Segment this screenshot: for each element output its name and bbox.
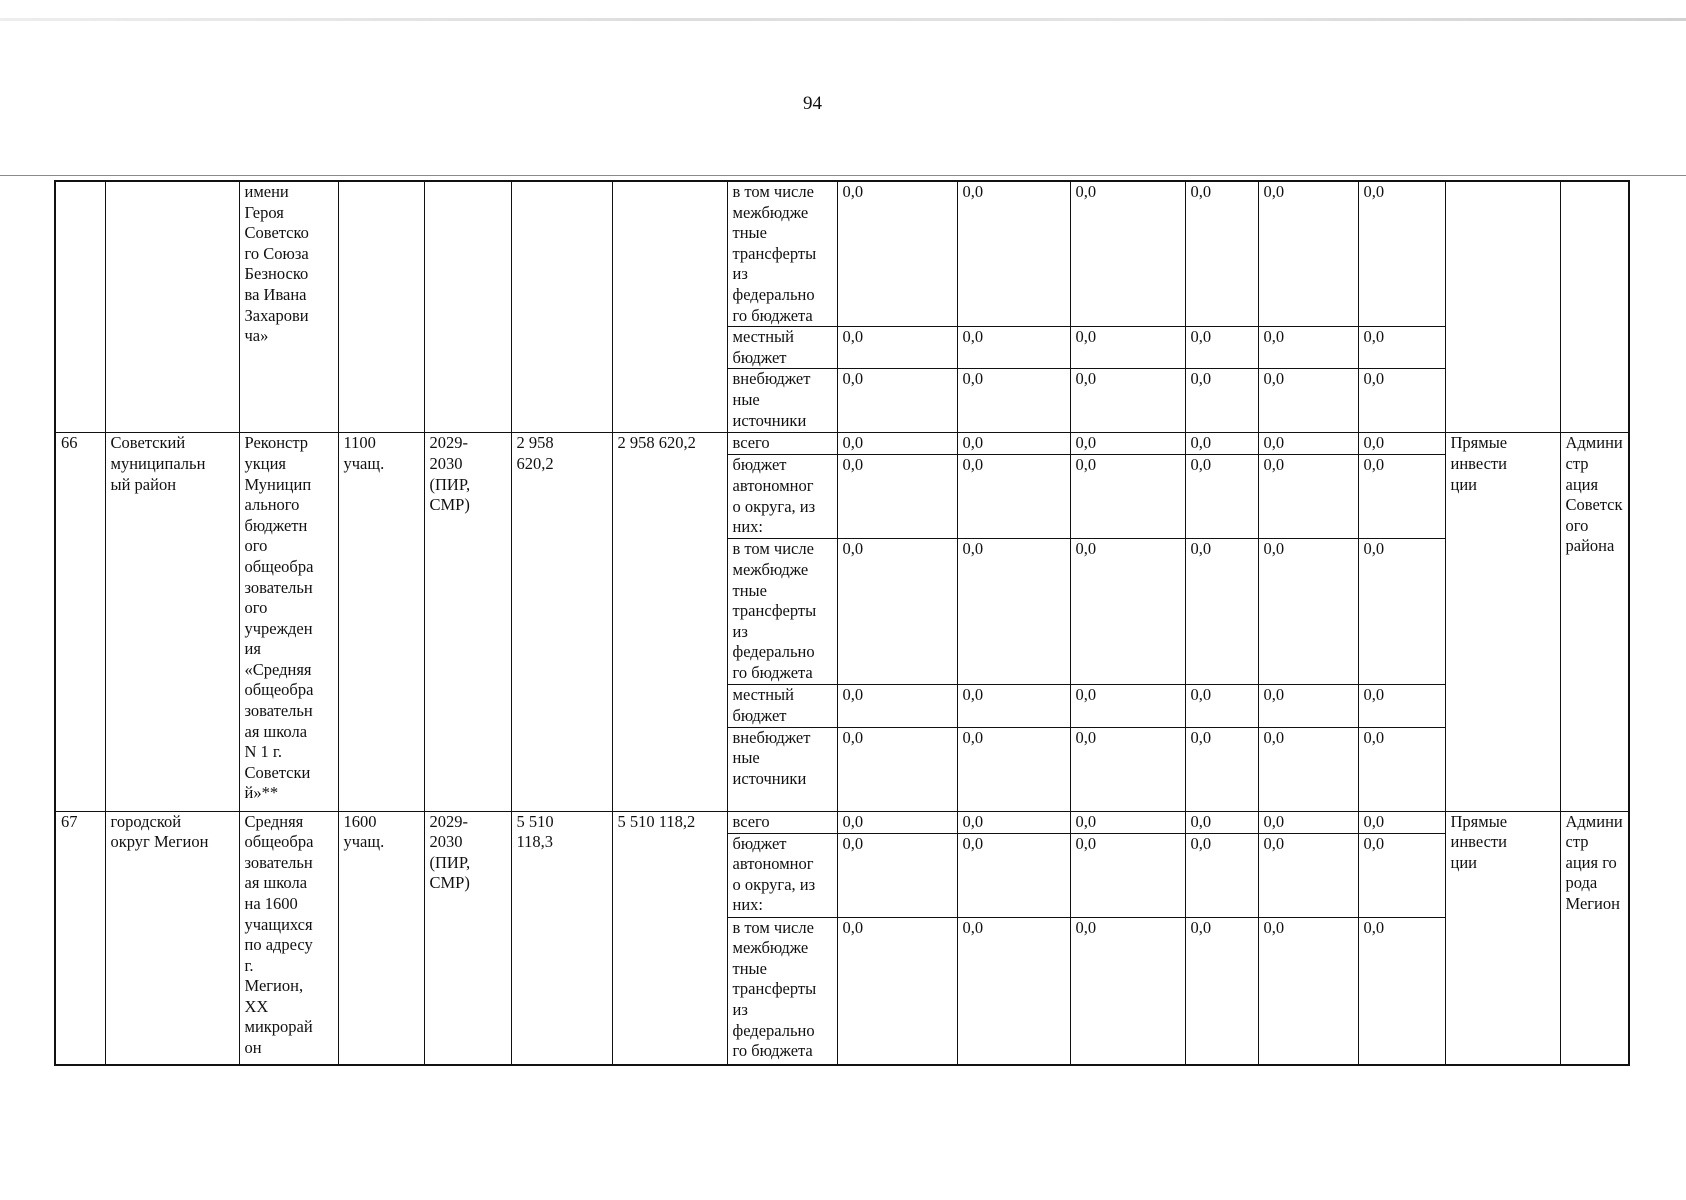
cell-value: 0,0 [1258, 727, 1358, 811]
cell-value: 0,0 [957, 917, 1070, 1065]
cell-source-label: бюджет автономног о округа, из них: [727, 455, 837, 539]
cell-estimated-cost: 2 958 620,2 [511, 433, 612, 811]
cell-value: 0,0 [837, 539, 957, 685]
cell-period: 2029- 2030 (ПИР, СМР) [424, 433, 511, 811]
cell-source-label: всего [727, 811, 837, 833]
cell-responsible: Администр ация Советского района [1560, 433, 1629, 811]
cell-value: 0,0 [1070, 727, 1185, 811]
cell-value: 0,0 [1070, 455, 1185, 539]
cell-value: 0,0 [1358, 833, 1445, 917]
page-number: 94 [803, 93, 822, 114]
cell-value: 0,0 [1070, 811, 1185, 833]
cell-municipality: городской округ Мегион [105, 811, 239, 1065]
cell-responsible: Администр ация города Мегион [1560, 811, 1629, 1065]
table-row [55, 811, 1629, 833]
cell-value: 0,0 [957, 685, 1070, 727]
cell-responsible [1560, 181, 1629, 433]
cell-estimated-cost: 5 510 118,3 [511, 811, 612, 1065]
cell-value: 0,0 [957, 455, 1070, 539]
cell-value: 0,0 [1070, 539, 1185, 685]
cell-value: 0,0 [1358, 369, 1445, 433]
cell-mechanism: Прямые инвести ции [1445, 433, 1560, 811]
scan-edge-artifact [0, 18, 1686, 21]
cell-value: 0,0 [1258, 433, 1358, 455]
cell-value: 0,0 [1185, 685, 1258, 727]
cell-value: 0,0 [957, 369, 1070, 433]
cell-capacity: 1600 учащ. [338, 811, 424, 1065]
cell-remaining-cost [612, 181, 727, 433]
cell-remaining-cost: 5 510 118,2 [612, 811, 727, 1065]
cell-value: 0,0 [1185, 433, 1258, 455]
cell-mechanism: Прямые инвести ции [1445, 811, 1560, 1065]
cell-value: 0,0 [1358, 727, 1445, 811]
cell-source-label: бюджет автономног о округа, из них: [727, 833, 837, 917]
cell-value: 0,0 [1185, 455, 1258, 539]
cell-value: 0,0 [1358, 685, 1445, 727]
cell-value: 0,0 [1358, 811, 1445, 833]
cell-value: 0,0 [1070, 181, 1185, 327]
cell-value: 0,0 [1070, 685, 1185, 727]
cell-value: 0,0 [1185, 917, 1258, 1065]
cell-num [55, 181, 105, 433]
cell-value: 0,0 [1185, 181, 1258, 327]
cell-value: 0,0 [1185, 369, 1258, 433]
cell-estimated-cost [511, 181, 612, 433]
cell-source-label: всего [727, 433, 837, 455]
cell-value: 0,0 [1258, 539, 1358, 685]
cell-source-label: в том числе межбюдже тные трансферты из федерально го бюджета [727, 539, 837, 685]
cell-value: 0,0 [1358, 455, 1445, 539]
cell-value: 0,0 [1185, 539, 1258, 685]
cell-object: имени Героя Советско го Союза Безноско ва Ивана Захарови ча» [239, 181, 338, 433]
table-row [55, 181, 1629, 327]
cell-value: 0,0 [957, 433, 1070, 455]
cell-value: 0,0 [957, 833, 1070, 917]
cell-value: 0,0 [1358, 917, 1445, 1065]
cell-source-label: местный бюджет [727, 685, 837, 727]
cell-capacity: 1100 учащ. [338, 433, 424, 811]
cell-num: 67 [55, 811, 105, 1065]
cell-period [424, 181, 511, 433]
cell-value: 0,0 [837, 181, 957, 327]
cell-object: Реконстр укция Муницип ального бюджетн ого общеобра зовательн ого учрежден ия «Средняя общеобра зовательн ая школа N 1 г. Советски й»** [239, 433, 338, 811]
cell-source-label: местный бюджет [727, 327, 837, 369]
cell-value: 0,0 [1070, 433, 1185, 455]
cell-value: 0,0 [1258, 181, 1358, 327]
cell-source-label: в том числе межбюдже тные трансферты из федерально го бюджета [727, 181, 837, 327]
cell-value: 0,0 [1258, 369, 1358, 433]
cell-value: 0,0 [957, 327, 1070, 369]
cell-source-label: внебюджет ные источники [727, 369, 837, 433]
cell-value: 0,0 [1258, 833, 1358, 917]
cell-value: 0,0 [1185, 811, 1258, 833]
cell-municipality: Советский муниципальн ый район [105, 433, 239, 811]
cell-object: Средняя общеобра зовательн ая школа на 1600 учащихся по адресу г. Мегион, XX микрорай он [239, 811, 338, 1065]
cell-value: 0,0 [957, 811, 1070, 833]
cell-value: 0,0 [1358, 433, 1445, 455]
cell-period: 2029- 2030 (ПИР, СМР) [424, 811, 511, 1065]
cell-source-label: в том числе межбюдже тные трансферты из федерально го бюджета [727, 917, 837, 1065]
cell-value: 0,0 [957, 181, 1070, 327]
cell-value: 0,0 [1358, 327, 1445, 369]
cell-value: 0,0 [1070, 369, 1185, 433]
cell-value: 0,0 [1258, 455, 1358, 539]
cell-value: 0,0 [837, 811, 957, 833]
cell-value: 0,0 [1258, 685, 1358, 727]
cell-municipality [105, 181, 239, 433]
cell-remaining-cost: 2 958 620,2 [612, 433, 727, 811]
cell-value: 0,0 [837, 917, 957, 1065]
cell-value: 0,0 [1185, 727, 1258, 811]
top-rule [0, 175, 1686, 176]
investment-objects-table [54, 180, 1630, 1066]
cell-value: 0,0 [957, 727, 1070, 811]
cell-value: 0,0 [1258, 811, 1358, 833]
cell-value: 0,0 [1070, 833, 1185, 917]
cell-num: 66 [55, 433, 105, 811]
cell-value: 0,0 [837, 833, 957, 917]
cell-value: 0,0 [1258, 327, 1358, 369]
cell-value: 0,0 [837, 455, 957, 539]
cell-value: 0,0 [837, 727, 957, 811]
cell-value: 0,0 [1358, 181, 1445, 327]
cell-value: 0,0 [1185, 327, 1258, 369]
cell-value: 0,0 [837, 369, 957, 433]
table-row [55, 433, 1629, 455]
cell-value: 0,0 [837, 327, 957, 369]
cell-capacity [338, 181, 424, 433]
cell-value: 0,0 [1258, 917, 1358, 1065]
cell-mechanism [1445, 181, 1560, 433]
cell-value: 0,0 [1070, 917, 1185, 1065]
cell-value: 0,0 [1185, 833, 1258, 917]
cell-value: 0,0 [837, 433, 957, 455]
cell-value: 0,0 [1358, 539, 1445, 685]
cell-value: 0,0 [1070, 327, 1185, 369]
cell-source-label: внебюджет ные источники [727, 727, 837, 811]
cell-value: 0,0 [837, 685, 957, 727]
cell-value: 0,0 [957, 539, 1070, 685]
